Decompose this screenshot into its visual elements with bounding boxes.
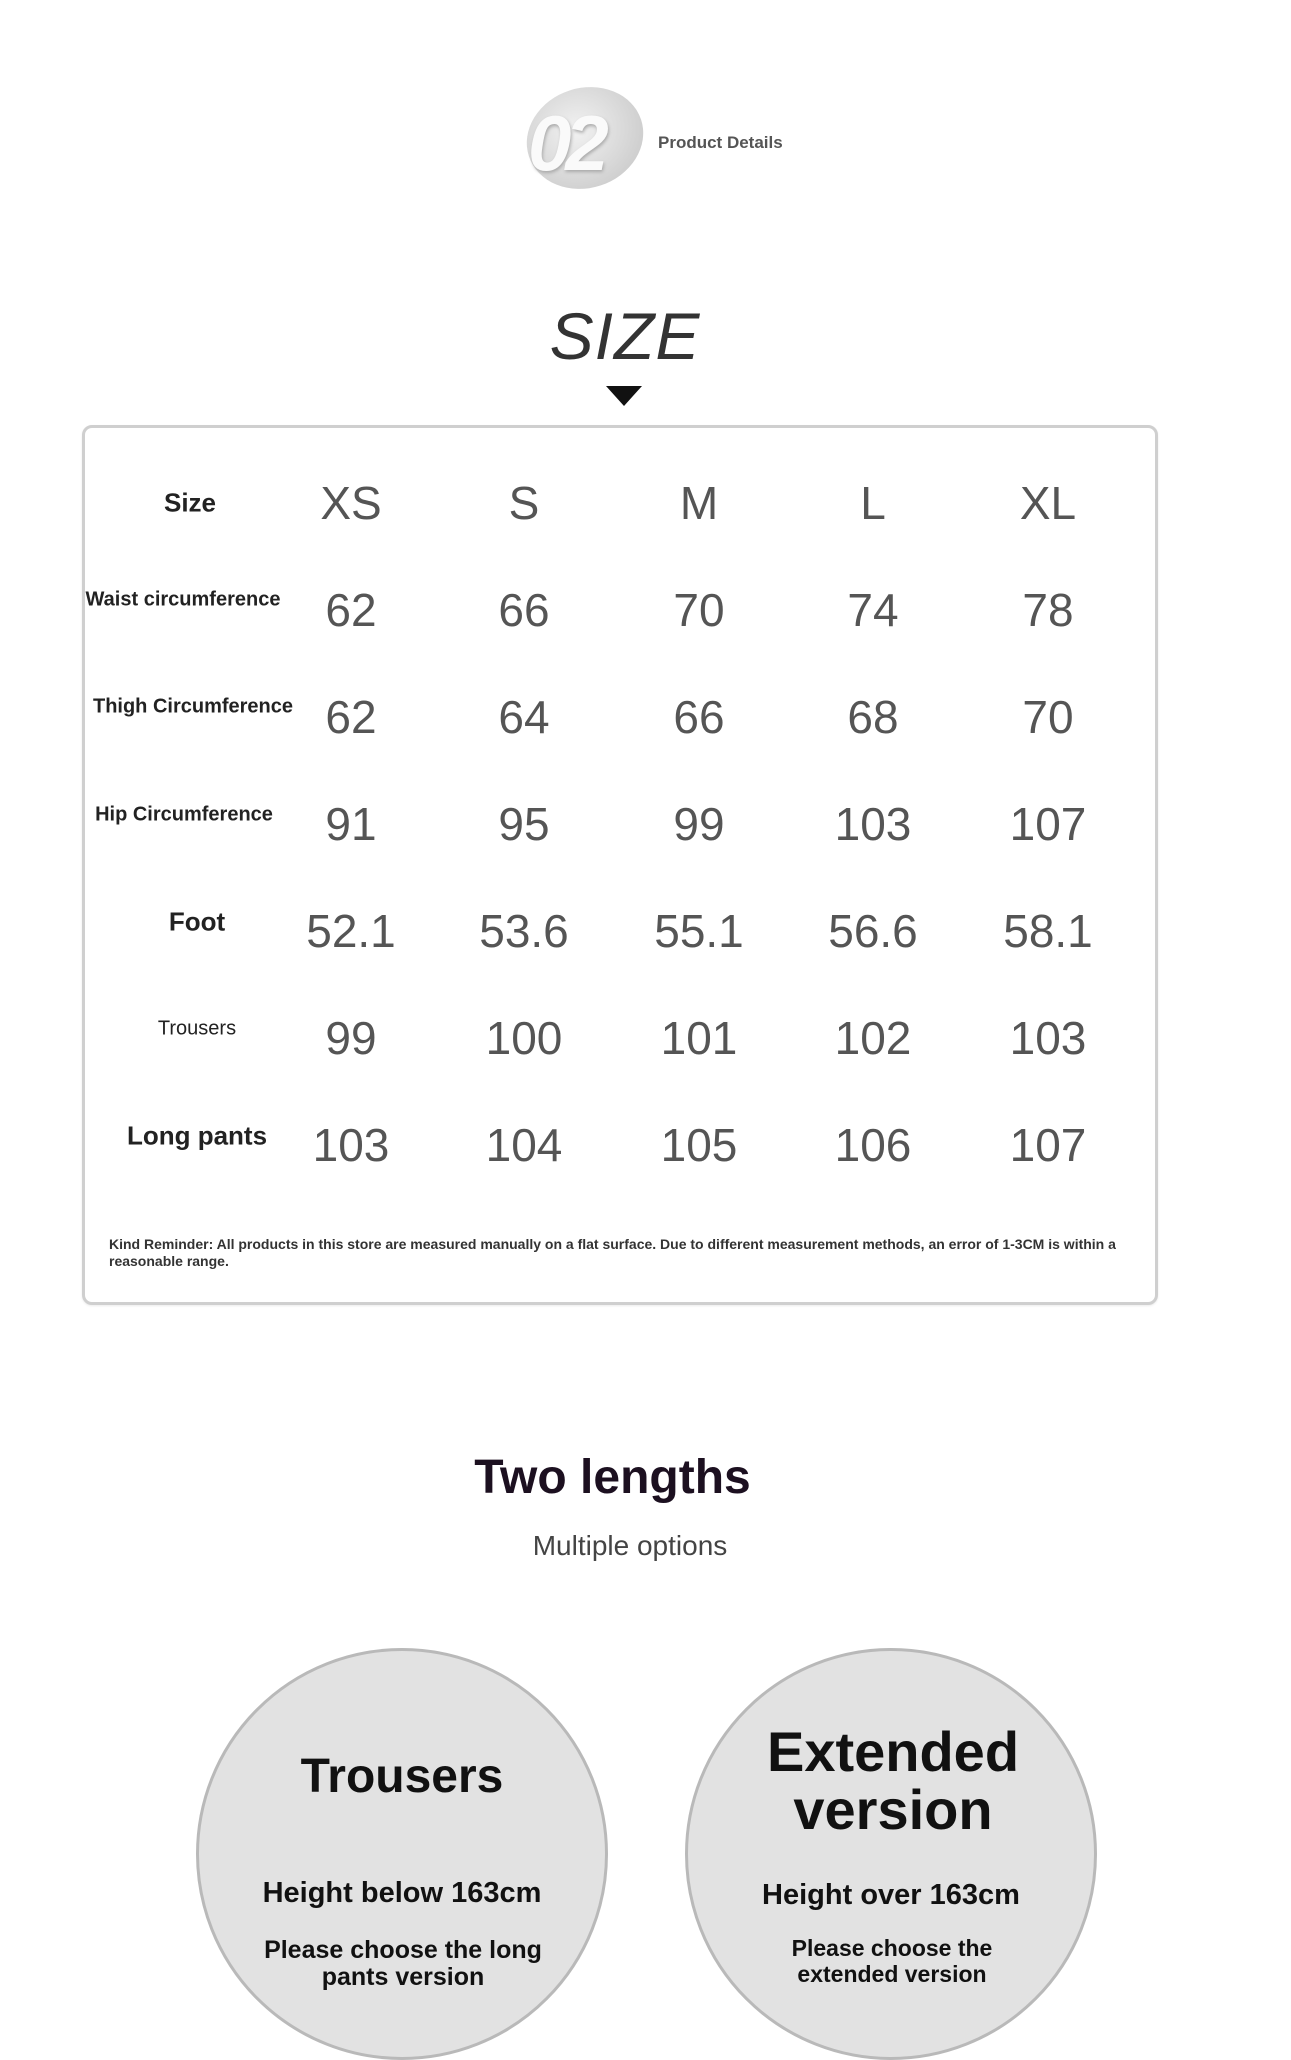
row-label-size: Size: [163, 487, 217, 518]
table-cell: 99: [325, 1012, 377, 1064]
measurement-reminder: Kind Reminder: All products in this store are measured manually on a flat surface. Due to different measurement methods, an error of 1-3CM is within a reasonable range.: [109, 1236, 1116, 1269]
table-cell: 66: [673, 691, 725, 743]
column-header-l: L: [860, 477, 886, 529]
down-arrow-icon: [606, 386, 642, 406]
table-cell: 56.6: [828, 905, 918, 957]
option-name: Extended version: [766, 1720, 1020, 1841]
table-cell: 105: [660, 1119, 738, 1171]
column-header-s: S: [508, 477, 540, 529]
badge-number: 02: [528, 99, 603, 187]
table-cell: 70: [673, 584, 725, 636]
row-label-thigh: Thigh Circumference: [92, 695, 294, 718]
table-cell: 78: [1022, 584, 1074, 636]
column-header-xs: XS: [320, 477, 382, 529]
column-header-xl: XL: [1019, 477, 1077, 529]
table-cell: 64: [498, 691, 550, 743]
row-label-trousers: Trousers: [157, 1017, 237, 1040]
table-cell: 103: [312, 1119, 390, 1171]
table-cell: 62: [325, 691, 377, 743]
option-height: Height over 163cm: [762, 1879, 1020, 1911]
option-name: Trousers: [300, 1750, 504, 1803]
table-cell: 100: [485, 1012, 563, 1064]
size-chart-panel: [82, 425, 1158, 1305]
table-cell: 102: [834, 1012, 912, 1064]
table-cell: 58.1: [1003, 905, 1093, 957]
option-card-extended: [685, 1648, 1097, 2060]
size-heading: SIZE: [549, 299, 701, 373]
section-title: Product Details: [658, 133, 783, 152]
table-cell: 66: [498, 584, 550, 636]
table-cell: 68: [847, 691, 899, 743]
table-cell: 70: [1022, 691, 1074, 743]
table-cell: 55.1: [654, 905, 744, 957]
column-header-m: M: [679, 477, 719, 529]
table-cell: 99: [673, 798, 725, 850]
table-cell: 62: [325, 584, 377, 636]
option-height: Height below 163cm: [262, 1877, 542, 1909]
section-number-badge: [522, 80, 650, 192]
row-label-waist: Waist circumference: [85, 588, 281, 611]
option-advice: Please choose the long pants version: [264, 1936, 542, 1991]
table-cell: 106: [834, 1119, 912, 1171]
table-cell: 101: [660, 1012, 738, 1064]
option-card-trousers: [196, 1648, 608, 2060]
table-cell: 104: [485, 1119, 563, 1171]
row-label-hip: Hip Circumference: [95, 803, 273, 826]
row-label-long-pants: Long pants: [126, 1120, 268, 1151]
table-cell: 103: [834, 798, 912, 850]
table-cell: 95: [498, 798, 550, 850]
lengths-subheading: Multiple options: [532, 1530, 728, 1561]
row-label-foot: Foot: [168, 906, 226, 937]
table-cell: 107: [1009, 1119, 1087, 1171]
table-cell: 74: [847, 584, 899, 636]
table-cell: 103: [1009, 1012, 1087, 1064]
lengths-heading: Two lengths: [474, 1451, 751, 1504]
table-cell: 107: [1009, 798, 1087, 850]
option-advice: Please choose the extended version: [791, 1935, 993, 1987]
table-cell: 53.6: [479, 905, 569, 957]
table-cell: 52.1: [306, 905, 396, 957]
table-cell: 91: [325, 798, 377, 850]
